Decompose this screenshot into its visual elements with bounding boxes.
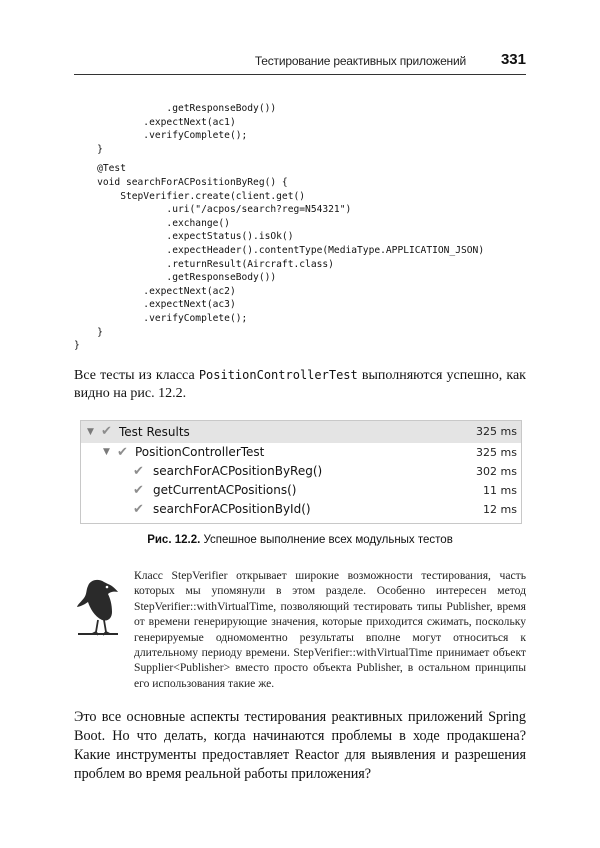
code-line: .expectHeader().contentType(MediaType.APPLICATION_JSON) (74, 244, 485, 256)
code-line: .exchange() (74, 217, 230, 229)
check-icon: ✔ (133, 502, 144, 517)
test-name: searchForACPositionByReg() (153, 464, 323, 478)
test-result-row[interactable] (81, 500, 521, 519)
figure-label: Рис. 12.2. (147, 534, 201, 546)
paragraph-intro (74, 366, 526, 403)
code-listing (74, 102, 534, 353)
test-name: Test Results (119, 425, 190, 439)
inline-code-class-name: PositionControllerTest (198, 368, 358, 382)
paragraph-conclusion: Это все основные аспекты тестирования реактивных приложений Spring Boot. Но что делать, когда начинаются проблемы в ходе продакшена? Какие инструменты предоставляет Reactor для выявления и разрешения проблем во время реальной работы приложения? (74, 709, 526, 782)
code-line: StepVerifier.create(client.get() (74, 190, 306, 202)
code-line: .uri("/acpos/search?reg=N54321") (74, 204, 352, 216)
code-line: .getResponseBody()) (74, 103, 277, 114)
page-number: 331 (500, 51, 526, 68)
code-line: .expectStatus().isOk() (74, 231, 294, 243)
code-line: .verifyComplete(); (74, 312, 248, 324)
code-line: void searchForACPositionByReg() { (74, 176, 288, 188)
code-line: .verifyComplete(); (74, 130, 248, 142)
code-line: .expectNext(ac3) (74, 299, 236, 311)
paragraph-text: Все тесты из класса (74, 368, 199, 383)
page-header (74, 52, 526, 75)
test-result-row[interactable] (81, 443, 521, 462)
test-duration: 11 ms (483, 484, 517, 497)
expand-triangle-icon[interactable]: ▼ (87, 427, 94, 437)
note-text: Класс StepVerifier открывает широкие возможности тестирования, часть которых мы упомянули в этом разделе. Особенно интересен метод StepVerifier::withVirtualTime, позволяющий тестировать типы Publisher, время от времени генерирующие значения, которые приходится сжимать, поскольку генерируемые одномоментно результаты вполне могут относиться к длительному периоду времени. StepVerifier::withVirtualTime принимает объект Supplier<Publisher> вместо просто объекта Publisher, в остальном принципы его использования такие же. (134, 569, 526, 690)
test-name: PositionControllerTest (135, 445, 265, 459)
code-line: @Test (74, 163, 126, 175)
test-duration: 325 ms (476, 425, 517, 438)
check-icon: ✔ (117, 445, 128, 460)
code-line: .expectNext(ac1) (74, 116, 236, 128)
check-icon: ✔ (101, 424, 112, 439)
check-icon: ✔ (133, 464, 144, 479)
test-result-row[interactable] (81, 462, 521, 481)
results-header-row[interactable] (81, 421, 521, 443)
code-line: .getResponseBody()) (74, 272, 277, 284)
test-results-panel (80, 420, 522, 524)
expand-triangle-icon[interactable]: ▼ (103, 447, 110, 457)
bird-note-icon (74, 570, 120, 640)
test-duration: 302 ms (476, 465, 517, 478)
paragraph-text: выполняются успешно, как видно на рис. 12.2. (74, 368, 526, 401)
test-name: getCurrentACPositions() (153, 483, 297, 497)
test-duration: 325 ms (476, 446, 517, 459)
figure-caption-text: Успешное выполнение всех модульных тестов (203, 534, 453, 546)
code-line: .returnResult(Aircraft.class) (74, 258, 334, 270)
test-duration: 12 ms (483, 503, 517, 516)
code-line: .expectNext(ac2) (74, 285, 236, 297)
code-line: } (74, 326, 103, 338)
test-result-row[interactable] (81, 481, 521, 500)
test-name: searchForACPositionById() (153, 502, 311, 516)
code-line: } (74, 340, 80, 352)
check-icon: ✔ (133, 483, 144, 498)
running-title: Тестирование реактивных приложений (254, 54, 466, 68)
figure-caption (74, 534, 526, 546)
code-line: } (74, 143, 103, 155)
